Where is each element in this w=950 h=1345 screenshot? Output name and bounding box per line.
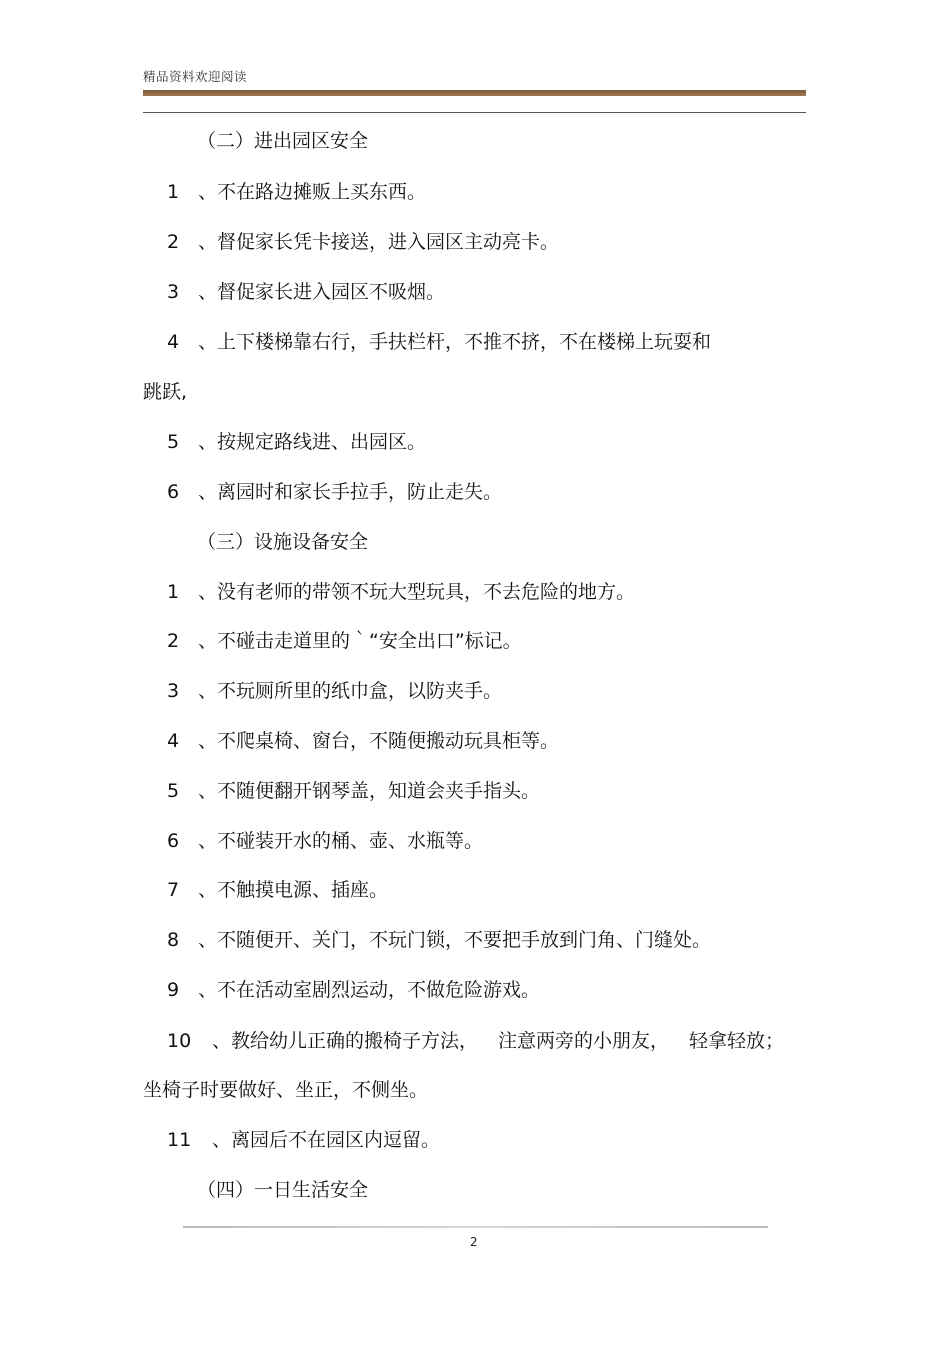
item-number: 9 — [167, 979, 180, 1001]
item-number: 6 — [167, 481, 180, 503]
item-text: 、不玩厕所里的纸巾盒，以防夹手。 — [198, 680, 503, 702]
item-text: 、教给幼儿正确的搬椅子方法， — [212, 1030, 479, 1052]
item-number: 10 — [167, 1030, 192, 1052]
item-text: 、不在活动室剧烈运动，不做危险游戏。 — [198, 979, 541, 1001]
list-item — [167, 629, 522, 653]
header-rule-thick — [143, 90, 806, 96]
item-text: 、不随便翻开钢琴盖，知道会夹手指头。 — [198, 780, 541, 802]
list-item — [167, 280, 445, 304]
list-item — [167, 829, 483, 853]
list-item — [167, 779, 540, 803]
item-number: 4 — [167, 730, 180, 752]
item-number: 3 — [167, 281, 180, 303]
item-continuation: 跳跃, — [143, 381, 188, 403]
list-item — [167, 480, 502, 504]
item-text: 、不碰击走道里的｀“安全出口”标记。 — [198, 630, 522, 652]
item-number: 11 — [167, 1129, 192, 1151]
footer-rule — [183, 1226, 768, 1228]
section-heading: （四）一日生活安全 — [197, 1179, 369, 1201]
item-text: 、离园时和家长手拉手，防止走失。 — [198, 481, 503, 503]
item-text: 轻拿轻放； — [689, 1030, 785, 1052]
list-item — [167, 878, 388, 902]
item-text: 、督促家长凭卡接送，进入园区主动亮卡。 — [198, 231, 560, 253]
item-text: 、没有老师的带领不玩大型玩具，不去危险的地方。 — [198, 581, 636, 603]
item-text: 、不在路边摊贩上买东西。 — [198, 181, 427, 203]
item-number: 2 — [167, 231, 180, 253]
item-text: 、不爬桌椅、窗台，不随便搬动玩具柜等。 — [198, 730, 560, 752]
section-heading: （三）设施设备安全 — [197, 531, 369, 553]
item-number: 1 — [167, 581, 180, 603]
section-heading: （二）进出园区安全 — [197, 130, 369, 152]
item-number: 5 — [167, 431, 180, 453]
item-number: 3 — [167, 680, 180, 702]
item-number: 6 — [167, 830, 180, 852]
item-number: 7 — [167, 879, 180, 901]
list-item — [167, 580, 635, 604]
item-continuation: 坐椅子时要做好、坐正，不侧坐。 — [143, 1079, 429, 1101]
list-item — [167, 729, 559, 753]
item-number: 5 — [167, 780, 180, 802]
list-item — [167, 230, 559, 254]
list-item — [167, 180, 426, 204]
page-number: 2 — [470, 1235, 478, 1249]
list-item — [167, 679, 502, 703]
list-item — [167, 928, 711, 952]
item-text: 注意两旁的小朋友， — [498, 1030, 670, 1052]
header-text: 精品资料欢迎阅读 — [143, 69, 248, 84]
item-text: 、按规定路线进、出园区。 — [198, 431, 427, 453]
list-item — [167, 1128, 440, 1152]
item-text: 、离园后不在园区内逗留。 — [212, 1129, 441, 1151]
item-text: 、不触摸电源、插座。 — [198, 879, 389, 901]
list-item — [167, 978, 540, 1002]
item-number: 1 — [167, 181, 180, 203]
item-number: 2 — [167, 630, 180, 652]
header-rule-thin — [143, 112, 806, 113]
item-text: 、督促家长进入园区不吸烟。 — [198, 281, 446, 303]
list-item — [167, 330, 711, 354]
item-number: 8 — [167, 929, 180, 951]
item-text: 、不随便开、关门，不玩门锁，不要把手放到门角、门缝处。 — [198, 929, 712, 951]
item-text: 、不碰装开水的桶、壶、水瓶等。 — [198, 830, 484, 852]
item-text: 、上下楼梯靠右行，手扶栏杆，不推不挤，不在楼梯上玩耍和 — [198, 331, 712, 353]
item-number: 4 — [167, 331, 180, 353]
list-item — [167, 430, 426, 454]
list-item — [167, 1029, 784, 1053]
